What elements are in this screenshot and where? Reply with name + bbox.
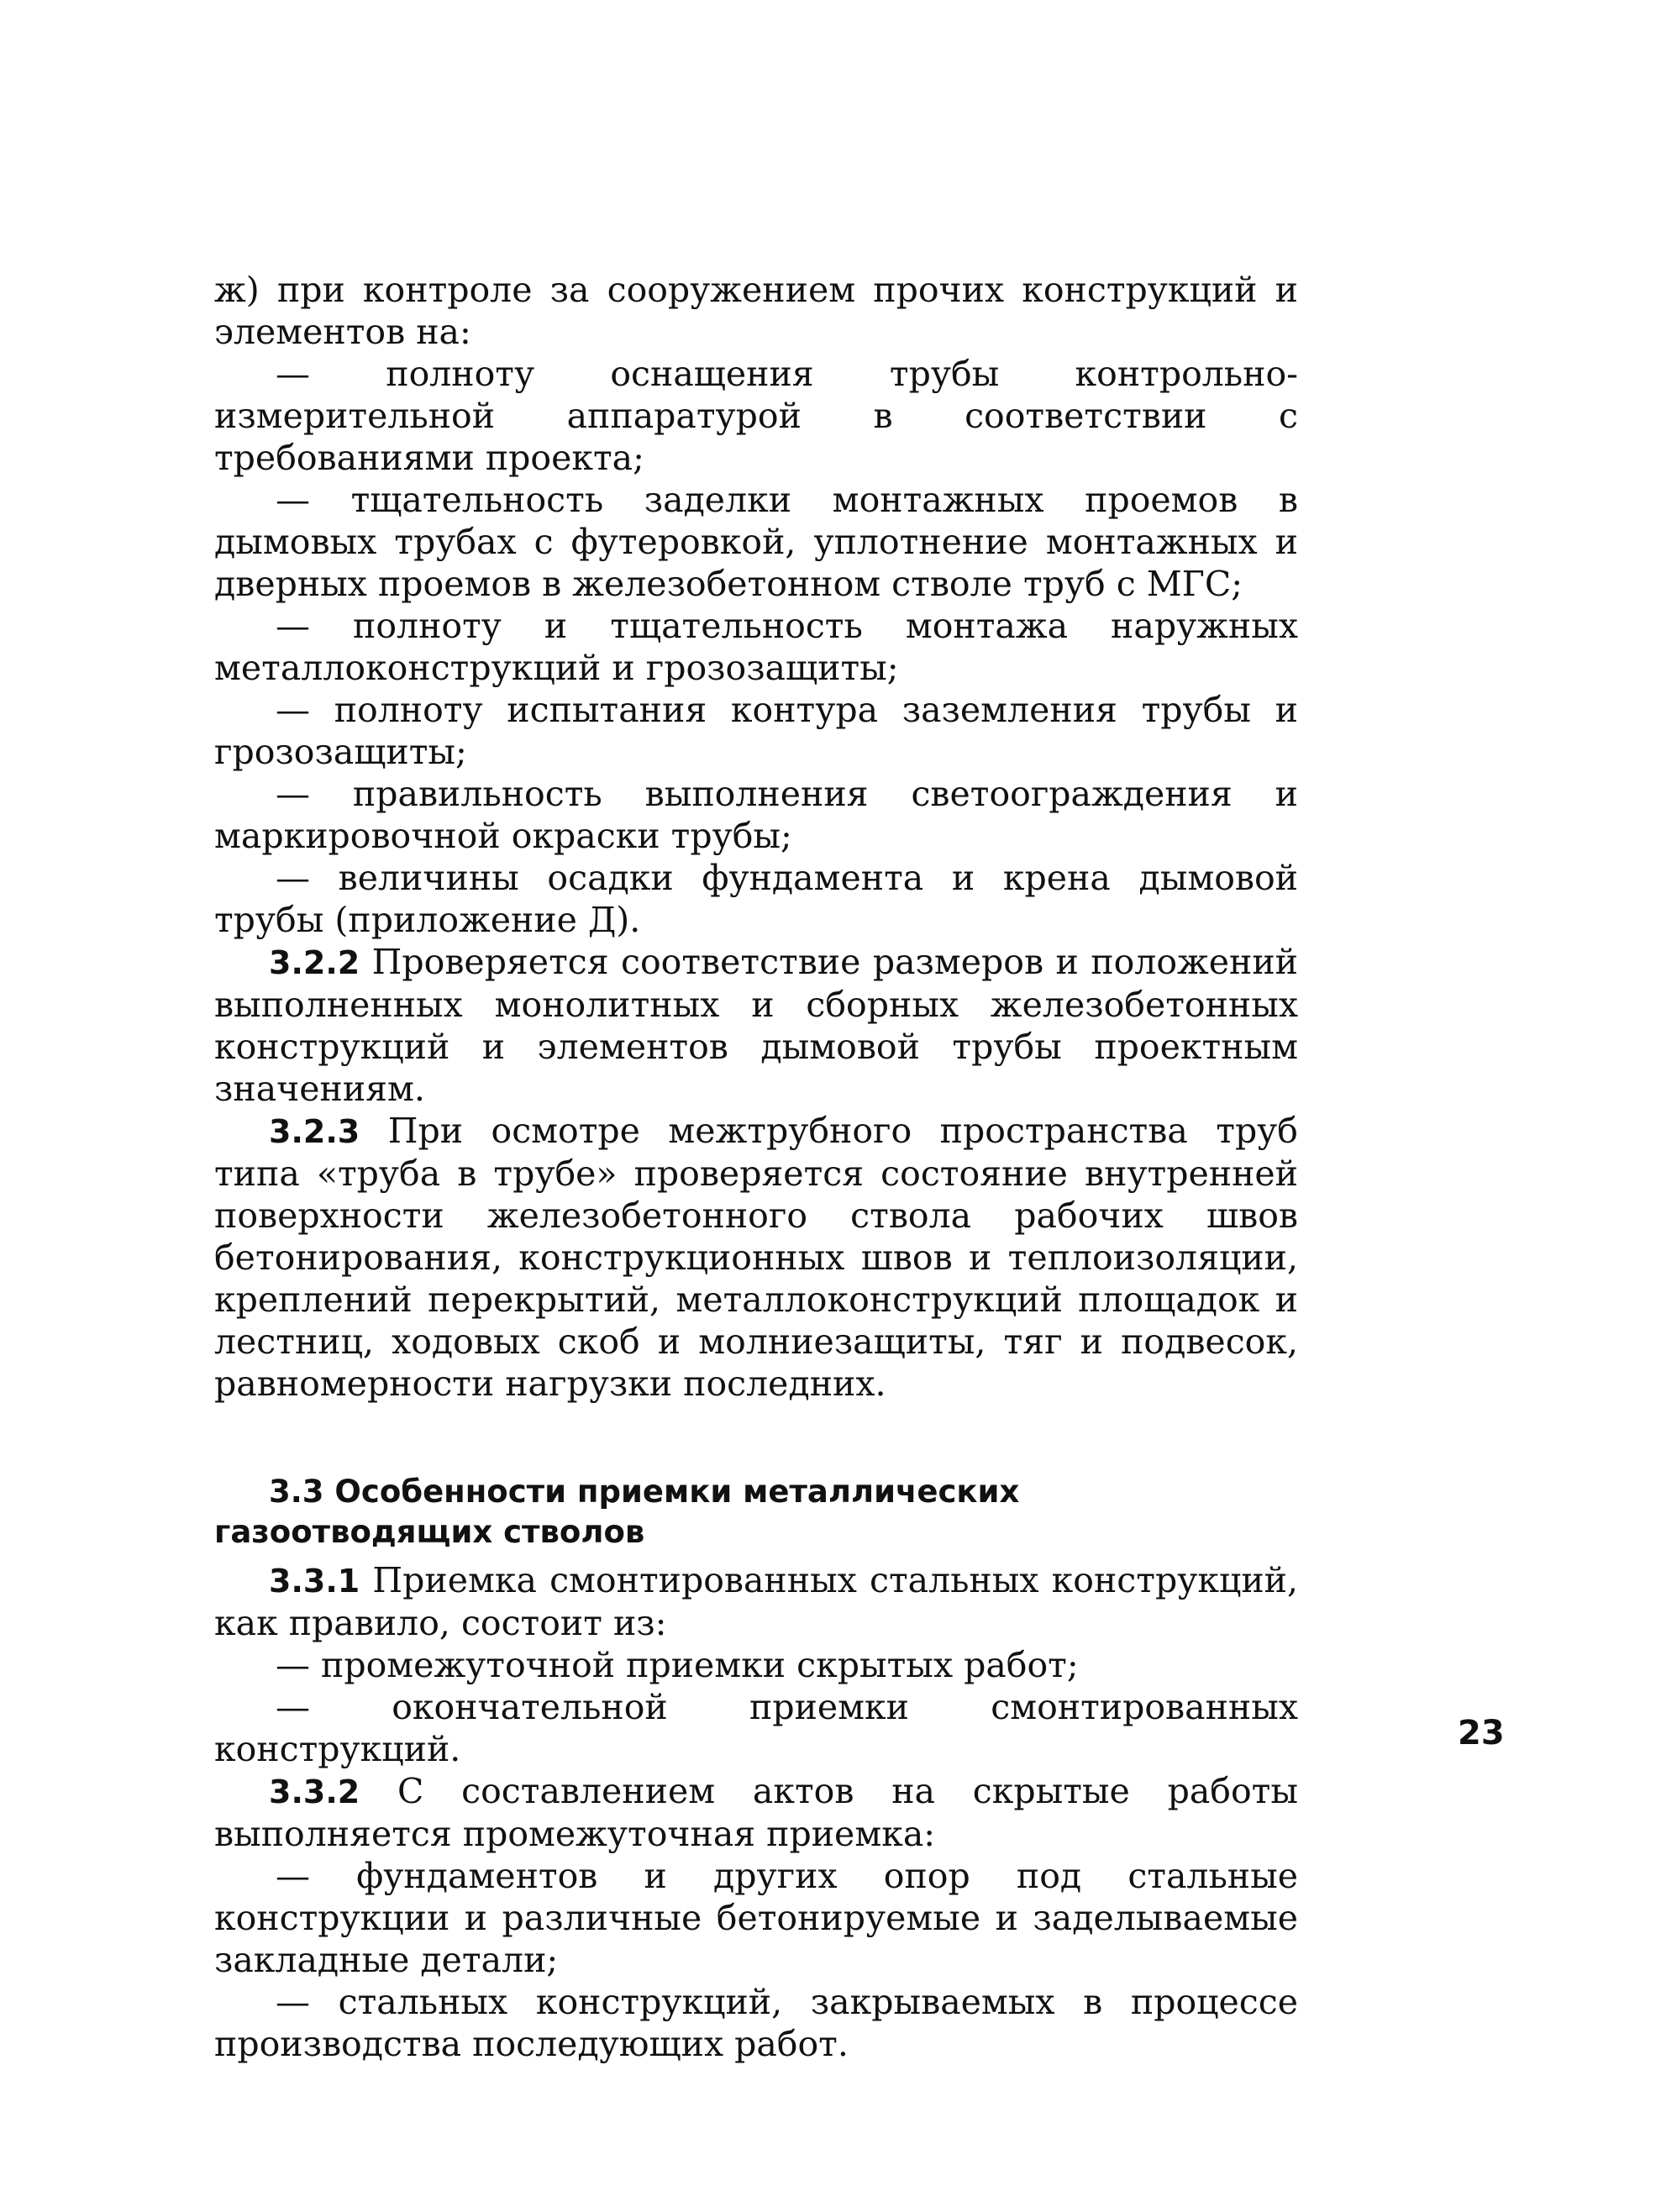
list-intro: ж) при контроле за сооружением прочих конструкций и элементов на: [214, 270, 1298, 352]
clause-text: При осмотре межтрубного пространства труб типа «труба в трубе» проверяется состояние внутренней поверхности железобетонного ствола рабочих швов бетонирования, конструкционных швов и теплоизоляции, креплений перекрытий, металлоконструкций площадок и лестниц, ходовых скоб и молниезащиты, тяг и подвесок, равномерности нагрузки последних. [214, 1111, 1298, 1404]
list-item: — полноту оснащения трубы контрольно-измерительной аппаратурой в соответствии с требованиями проекта; [214, 354, 1298, 478]
paragraph-3-3-1 [214, 1559, 1298, 1644]
page-body [214, 269, 1505, 2065]
paragraph-3-2-2 [214, 941, 1298, 1110]
list-item: — полноту и тщательность монтажа наружных металлоконструкций и грозозащиты; [214, 606, 1298, 688]
list-item: — правильность выполнения светоограждения и маркировочной окраски трубы; [214, 774, 1298, 856]
paragraph-3-3-2 [214, 1770, 1298, 1855]
clause-text: С составлением актов на скрытые работы выполняется промежуточная приемка: [214, 1771, 1298, 1854]
section-heading: 3.3 Особенности приемки металлических газоотводящих стволов [214, 1474, 1020, 1550]
list-item: — промежуточной приемки скрытых работ; [276, 1645, 1079, 1685]
clause-number: 3.2.3 [269, 1113, 360, 1150]
clause-text: Приемка смонтированных стальных конструкций, как правило, состоит из: [214, 1560, 1298, 1643]
clause-number: 3.2.2 [269, 944, 360, 981]
list-item: — тщательность заделки монтажных проемов в дымовых трубах с футеровкой, уплотнение монтажных и дверных проемов в железобетонном стволе труб с МГС; [214, 480, 1298, 604]
list-item: — полноту испытания контура заземления трубы и грозозащиты; [214, 690, 1298, 772]
list-item: — стальных конструкций, закрываемых в процессе производства последующих работ. [214, 1982, 1298, 2064]
list-item: — фундаментов и других опор под стальные конструкции и различные бетонируемые и заделываемые закладные детали; [214, 1856, 1298, 1980]
paragraph-3-2-3 [214, 1110, 1298, 1405]
page-number: 23 [1458, 1714, 1505, 1752]
clause-number: 3.3.2 [269, 1773, 360, 1810]
clause-number: 3.3.1 [269, 1563, 360, 1600]
list-item: — окончательной приемки смонтированных конструкций. [214, 1687, 1298, 1769]
clause-text: Проверяется соответствие размеров и положений выполненных монолитных и сборных железобетонных конструкций и элементов дымовой трубы проектным значениям. [214, 942, 1298, 1109]
list-item: — величины осадки фундамента и крена дымовой трубы (приложение Д). [214, 858, 1298, 940]
